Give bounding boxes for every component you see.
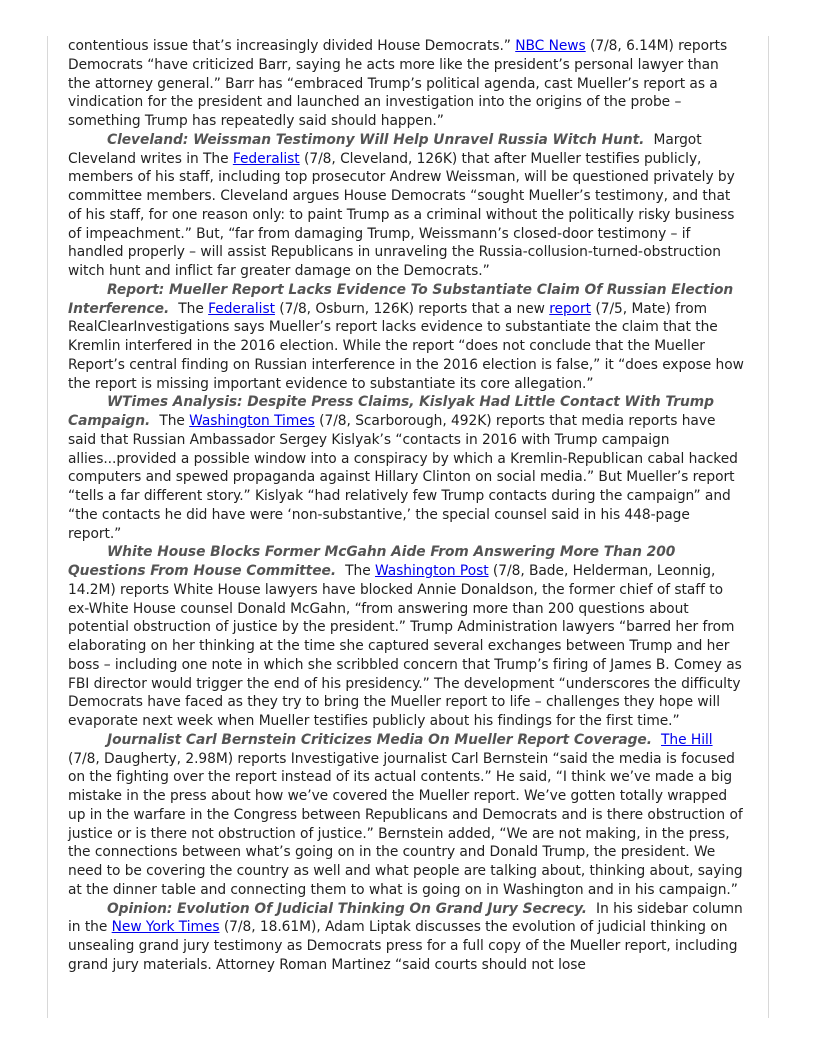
news-briefing-page xyxy=(68,37,744,975)
body-text: The xyxy=(173,300,209,317)
right-margin-rule xyxy=(768,36,769,1018)
left-margin-rule xyxy=(47,36,48,1018)
source-link[interactable]: New York Times xyxy=(111,919,220,936)
source-link[interactable]: Federalist xyxy=(208,300,275,317)
article-headline: White House Blocks Former McGahn Aide From Answering More Than 200 Questions From House Committee. xyxy=(68,544,676,579)
source-link[interactable]: NBC News xyxy=(515,38,586,54)
body-text: Margot Cleveland writes in The xyxy=(68,131,702,167)
body-text: contentious issue that’s increasingly divided House Democrats.” xyxy=(68,38,516,54)
body-text: (7/8, Daugherty, 2.98M) reports Investigative journalist Carl Bernstein “said the media is focused on the fighting over the report instead of its actual contents.” He said, “I think we’ve made a big mistake in the press about how we’ve covered the Mueller report. We’ve gotten totally wrapped up in the warfare in the Congress between Republicans and Democrats and is there obstruction of justice or is there not obstruction of justice.” Bernstein added, “We are not making, in the press, the connections between what’s going on in the country and Donald Trump, the president. We need to be covering the country as well and what people are talking about, thinking about, saying at the dinner table and connecting them to what is going on in Washington and in his campaign.” xyxy=(68,750,743,898)
body-text: (7/8, Osburn, 126K) reports that a new xyxy=(274,300,550,317)
source-link[interactable]: The Hill xyxy=(661,731,713,748)
article-headline: Journalist Carl Bernstein Criticizes Media On Mueller Report Coverage. xyxy=(107,731,652,748)
source-link[interactable]: Federalist xyxy=(232,150,300,167)
article-paragraph xyxy=(68,281,744,394)
body-text: The xyxy=(154,413,190,429)
article-headline: WTimes Analysis: Despite Press Claims, Kislyak Had Little Contact With Trump Campaign. xyxy=(68,394,714,429)
article-paragraph xyxy=(68,900,744,975)
body-text: (7/8, 6.14M) reports Democrats “have criticized Barr, saying he acts more like the president’s personal lawyer than the attorney general.” Barr has “embraced Trump’s political agenda, cast Mueller’s report as a vindication for the president and launched an investigation into the origins of the probe – something Trump has repeatedly said should happen.” xyxy=(68,38,728,129)
body-text: The xyxy=(340,563,375,579)
body-text: (7/5, Mate) from RealClearInvestigations says Mueller’s report lacks evidence to substantiate the claim that the Kremlin interfered in the 2016 election. While the report “does not conclude that the Mueller Report’s central finding on Russian interference in the 2016 election is false,” it “does expose how the report is missing important evidence to substantiate its core allegation.” xyxy=(68,300,744,392)
source-link[interactable]: Washington Post xyxy=(375,563,489,579)
source-link[interactable]: Washington Times xyxy=(189,413,315,429)
body-text: (7/8, 18.61M), Adam Liptak discusses the evolution of judicial thinking on unsealing grand jury testimony as Democrats press for a full copy of the Mueller report, including grand jury materials. Attorney Roman Martinez “said courts should not lose xyxy=(68,919,738,973)
article-headline: Cleveland: Weissman Testimony Will Help Unravel Russia Witch Hunt. xyxy=(107,131,645,148)
body-text: (7/8, Bade, Helderman, Leonnig, 14.2M) reports White House lawyers have blocked Annie Donaldson, the former chief of staff to ex-White House counsel Donald McGahn, “from answering more than 200 questions about potential obstruction of justice by the president.” Trump Administration lawyers “barred her from elaborating on her thinking at the time she captured several exchanges between Trump and her boss – including one note in which she scribbled concern that Trump’s firing of James B. Comey as FBI director would trigger the end of his presidency.” The development “underscores the difficulty Democrats have faced as they try to bring the Mueller report to life – challenges they hope will evaporate next week when Mueller testifies publicly about his findings for the first time.” xyxy=(68,563,742,729)
article-paragraph xyxy=(68,37,744,131)
article-paragraph xyxy=(68,131,744,281)
article-paragraph xyxy=(68,543,744,731)
article-paragraph xyxy=(68,393,744,543)
article-headline: Opinion: Evolution Of Judicial Thinking On Grand Jury Secrecy. xyxy=(107,900,587,917)
article-paragraph xyxy=(68,731,744,900)
source-link[interactable]: report xyxy=(549,300,592,317)
body-text: In his sidebar column in the xyxy=(68,900,743,936)
body-text: (7/8, Scarborough, 492K) reports that media reports have said that Russian Ambassador Sergey Kislyak’s “contacts in 2016 with Trump campaign allies...provided a possible window into a conspiracy by which a Kremlin-Republican cabal hacked computers and spewed propaganda against Hillary Clinton on social media.” But Mueller’s report “tells a far different story.” Kislyak “had relatively few Trump contacts during the campaign” and “the contacts he did have were ‘non-substantive,’ the special counsel said in his 448-page report.” xyxy=(68,413,738,542)
article-headline: Report: Mueller Report Lacks Evidence To Substantiate Claim Of Russian Election Interference. xyxy=(68,281,734,317)
body-text: (7/8, Cleveland, 126K) that after Mueller testifies publicly, members of his staff, including top prosecutor Andrew Weissman, will be questioned privately by committee members. Cleveland argues House Democrats “sought Mueller’s testimony, and that of his staff, for one reason only: to paint Trump as a criminal without the politically risky business of impeachment.” But, “far from damaging Trump, Weissmann’s closed-door testimony – if handled properly – will assist Republicans in unraveling the Russia-collusion-turned-obstruction witch hunt and inflict far greater damage on the Democrats.” xyxy=(68,150,735,279)
